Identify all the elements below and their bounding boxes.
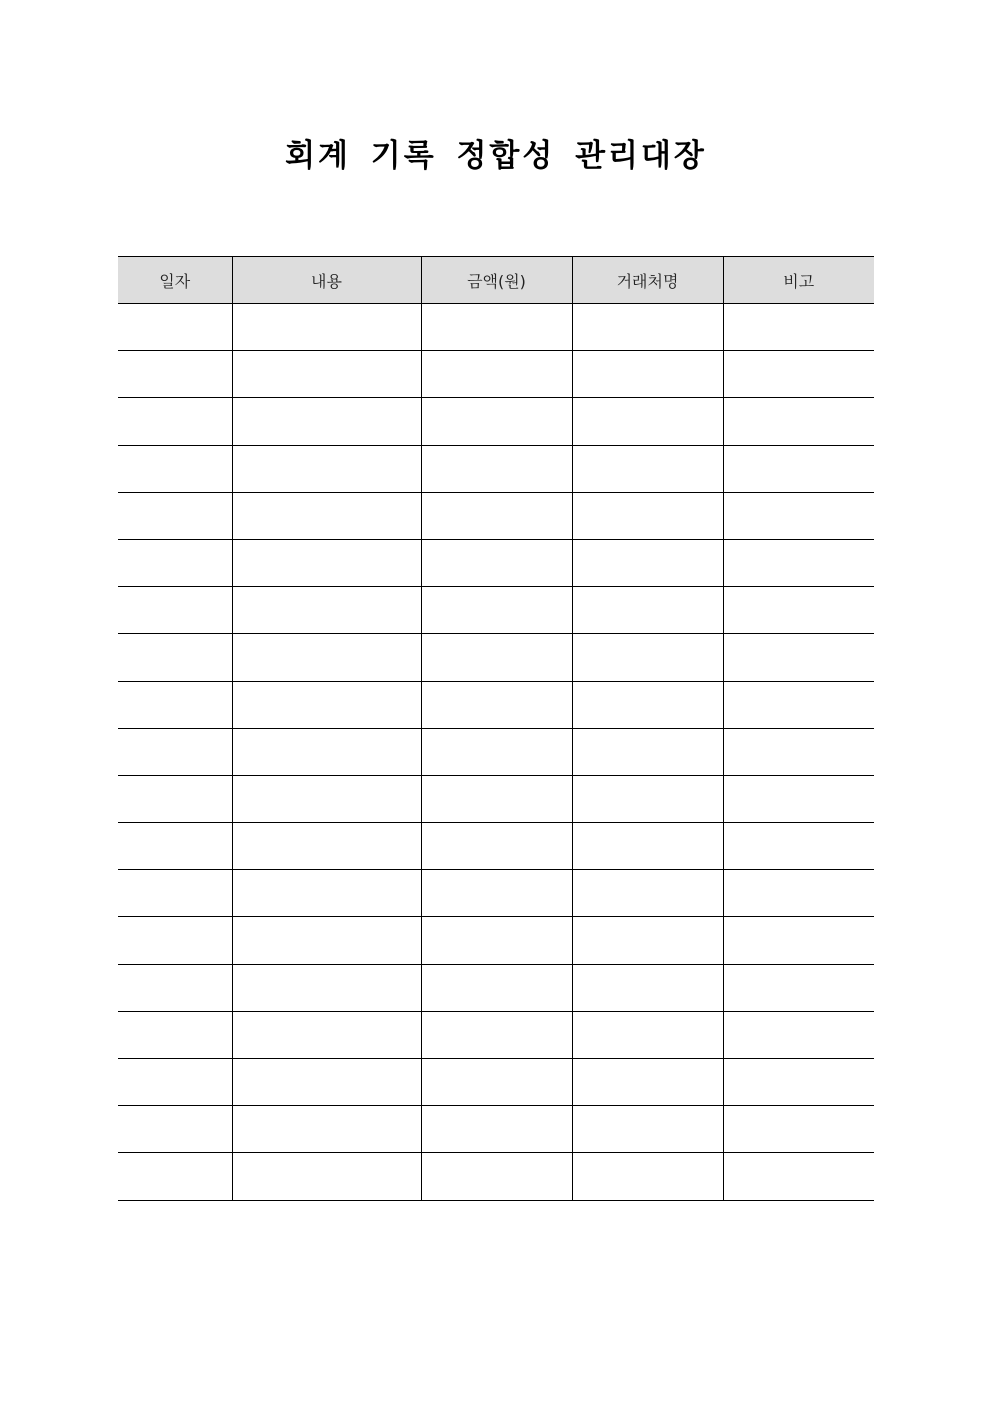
cell-date[interactable] [118, 1153, 232, 1200]
cell-vendor[interactable] [572, 1059, 723, 1106]
cell-remarks[interactable] [723, 823, 874, 870]
cell-remarks[interactable] [723, 917, 874, 964]
cell-amount[interactable] [421, 775, 572, 822]
column-header-description: 내용 [232, 257, 421, 304]
table-row [118, 823, 874, 870]
cell-remarks[interactable] [723, 1153, 874, 1200]
ledger-table [118, 256, 874, 1201]
cell-date[interactable] [118, 728, 232, 775]
cell-date[interactable] [118, 634, 232, 681]
cell-vendor[interactable] [572, 681, 723, 728]
column-header-amount: 금액(원) [421, 257, 572, 304]
cell-description[interactable] [232, 917, 421, 964]
cell-remarks[interactable] [723, 964, 874, 1011]
cell-date[interactable] [118, 492, 232, 539]
cell-date[interactable] [118, 1106, 232, 1153]
cell-description[interactable] [232, 539, 421, 586]
cell-remarks[interactable] [723, 1106, 874, 1153]
cell-amount[interactable] [421, 964, 572, 1011]
cell-vendor[interactable] [572, 445, 723, 492]
table-row [118, 775, 874, 822]
cell-amount[interactable] [421, 1106, 572, 1153]
cell-remarks[interactable] [723, 351, 874, 398]
ledger-body [118, 304, 874, 1201]
cell-date[interactable] [118, 823, 232, 870]
cell-amount[interactable] [421, 398, 572, 445]
cell-vendor[interactable] [572, 917, 723, 964]
cell-description[interactable] [232, 681, 421, 728]
cell-date[interactable] [118, 775, 232, 822]
cell-remarks[interactable] [723, 1059, 874, 1106]
cell-date[interactable] [118, 964, 232, 1011]
cell-description[interactable] [232, 492, 421, 539]
cell-vendor[interactable] [572, 304, 723, 351]
cell-date[interactable] [118, 917, 232, 964]
table-row [118, 870, 874, 917]
cell-date[interactable] [118, 1011, 232, 1058]
table-row [118, 587, 874, 634]
cell-vendor[interactable] [572, 398, 723, 445]
cell-date[interactable] [118, 445, 232, 492]
table-row [118, 351, 874, 398]
cell-remarks[interactable] [723, 304, 874, 351]
cell-description[interactable] [232, 728, 421, 775]
column-header-remarks: 비고 [723, 257, 874, 304]
document-title: 회계 기록 정합성 관리대장 [285, 138, 707, 174]
cell-amount[interactable] [421, 870, 572, 917]
cell-description[interactable] [232, 445, 421, 492]
column-header-date: 일자 [118, 257, 232, 304]
cell-amount[interactable] [421, 917, 572, 964]
cell-amount[interactable] [421, 539, 572, 586]
table-row [118, 1153, 874, 1200]
cell-description[interactable] [232, 870, 421, 917]
cell-date[interactable] [118, 304, 232, 351]
table-row [118, 304, 874, 351]
cell-description[interactable] [232, 1153, 421, 1200]
table-row [118, 1106, 874, 1153]
cell-remarks[interactable] [723, 398, 874, 445]
cell-vendor[interactable] [572, 870, 723, 917]
cell-vendor[interactable] [572, 539, 723, 586]
cell-description[interactable] [232, 304, 421, 351]
cell-description[interactable] [232, 1011, 421, 1058]
cell-remarks[interactable] [723, 728, 874, 775]
cell-remarks[interactable] [723, 634, 874, 681]
cell-remarks[interactable] [723, 445, 874, 492]
cell-remarks[interactable] [723, 681, 874, 728]
cell-vendor[interactable] [572, 775, 723, 822]
cell-amount[interactable] [421, 445, 572, 492]
cell-description[interactable] [232, 398, 421, 445]
cell-amount[interactable] [421, 1059, 572, 1106]
cell-vendor[interactable] [572, 1106, 723, 1153]
table-row [118, 1011, 874, 1058]
table-row [118, 445, 874, 492]
cell-amount[interactable] [421, 587, 572, 634]
table-row [118, 964, 874, 1011]
cell-amount[interactable] [421, 351, 572, 398]
table-row [118, 539, 874, 586]
cell-amount[interactable] [421, 823, 572, 870]
cell-description[interactable] [232, 587, 421, 634]
table-row [118, 917, 874, 964]
cell-date[interactable] [118, 587, 232, 634]
cell-remarks[interactable] [723, 775, 874, 822]
table-row [118, 634, 874, 681]
cell-amount[interactable] [421, 304, 572, 351]
cell-description[interactable] [232, 775, 421, 822]
cell-remarks[interactable] [723, 492, 874, 539]
cell-remarks[interactable] [723, 539, 874, 586]
table-row [118, 398, 874, 445]
ledger-header-row [118, 257, 874, 304]
cell-description[interactable] [232, 351, 421, 398]
table-row [118, 681, 874, 728]
column-header-vendor: 거래처명 [572, 257, 723, 304]
cell-amount[interactable] [421, 681, 572, 728]
cell-vendor[interactable] [572, 1011, 723, 1058]
cell-amount[interactable] [421, 1011, 572, 1058]
cell-amount[interactable] [421, 634, 572, 681]
cell-vendor[interactable] [572, 492, 723, 539]
cell-description[interactable] [232, 1059, 421, 1106]
cell-date[interactable] [118, 539, 232, 586]
table-row [118, 728, 874, 775]
cell-amount[interactable] [421, 728, 572, 775]
cell-description[interactable] [232, 634, 421, 681]
cell-amount[interactable] [421, 1153, 572, 1200]
cell-description[interactable] [232, 823, 421, 870]
cell-amount[interactable] [421, 492, 572, 539]
cell-date[interactable] [118, 681, 232, 728]
cell-vendor[interactable] [572, 1153, 723, 1200]
cell-remarks[interactable] [723, 587, 874, 634]
cell-description[interactable] [232, 1106, 421, 1153]
cell-vendor[interactable] [572, 634, 723, 681]
cell-date[interactable] [118, 1059, 232, 1106]
cell-vendor[interactable] [572, 351, 723, 398]
table-row [118, 492, 874, 539]
table-row [118, 1059, 874, 1106]
cell-vendor[interactable] [572, 964, 723, 1011]
cell-date[interactable] [118, 870, 232, 917]
cell-remarks[interactable] [723, 870, 874, 917]
cell-remarks[interactable] [723, 1011, 874, 1058]
cell-date[interactable] [118, 351, 232, 398]
cell-vendor[interactable] [572, 728, 723, 775]
cell-vendor[interactable] [572, 823, 723, 870]
cell-description[interactable] [232, 964, 421, 1011]
cell-date[interactable] [118, 398, 232, 445]
cell-vendor[interactable] [572, 587, 723, 634]
